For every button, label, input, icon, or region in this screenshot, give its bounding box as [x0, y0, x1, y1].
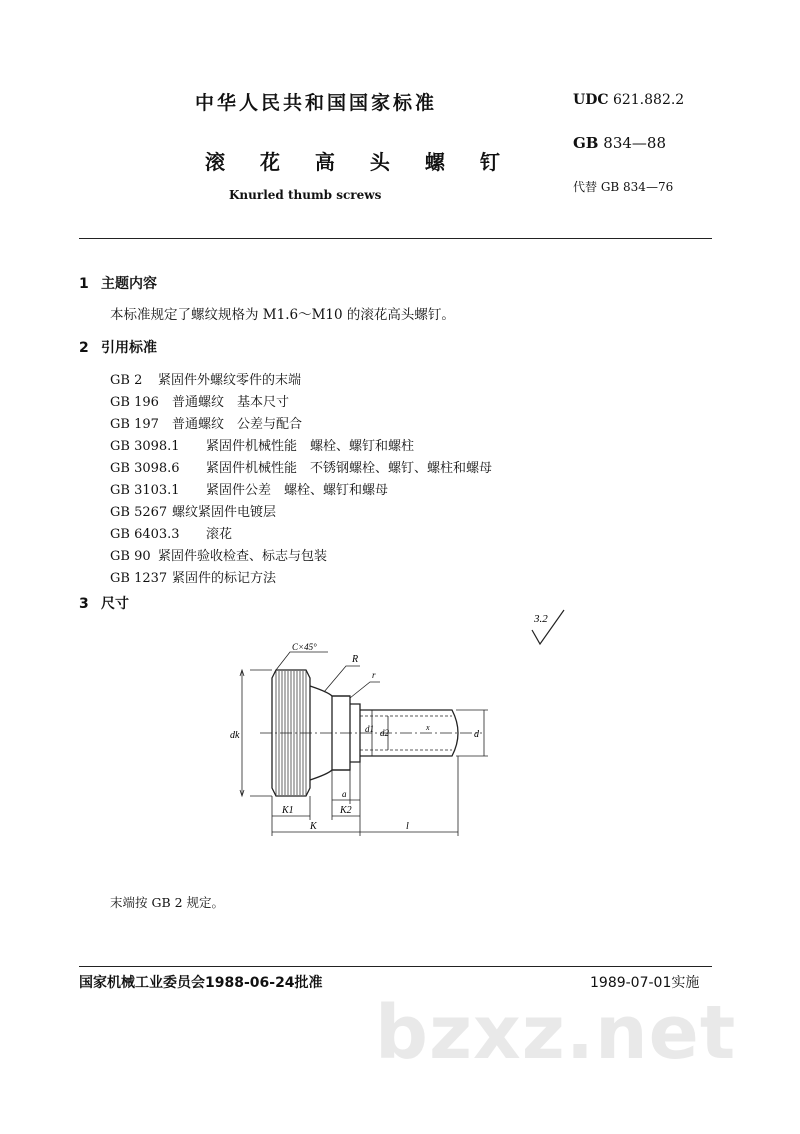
reference-code: GB 90: [110, 549, 151, 564]
footer-divider: [79, 966, 712, 967]
reference-item: [110, 369, 301, 388]
reference-item: [110, 501, 276, 520]
reference-item: [110, 457, 492, 476]
reference-title: 普通螺纹 基本尺寸: [172, 395, 290, 410]
reference-code: GB 3098.1: [110, 439, 180, 454]
roughness-symbol: [530, 608, 570, 652]
section-title: 尺寸: [101, 596, 129, 612]
reference-item: [110, 413, 302, 432]
reference-title: 紧固件机械性能 不锈钢螺栓、螺钉、螺柱和螺母: [206, 461, 493, 476]
a-label: a: [342, 789, 347, 799]
replaces-note: 代替 GB 834—76: [573, 180, 674, 194]
section-number: 3: [79, 596, 89, 612]
reference-item: [110, 479, 388, 498]
udc-value: 621.882.2: [612, 92, 685, 108]
gb-label: GB: [573, 134, 599, 152]
scope-text: 本标准规定了螺纹规格为 M1.6～M10 的滚花高头螺钉。: [110, 307, 455, 323]
neck-lower: [310, 770, 350, 780]
end-note: 末端按 GB 2 规定。: [110, 895, 225, 910]
chamfer-label: C×45°: [292, 642, 317, 652]
reference-title: 螺纹紧固件电镀层: [172, 505, 277, 520]
udc-code: [573, 92, 684, 108]
effective-date: 1989-07-01实施: [590, 975, 700, 991]
gb-number: [573, 134, 666, 152]
reference-title: 普通螺纹 公差与配合: [172, 417, 303, 432]
reference-code: GB 1237: [110, 571, 168, 586]
document-title: 滚 花 高 头 螺 钉: [205, 150, 514, 174]
section-heading: [79, 593, 129, 613]
screw-drawing: [220, 640, 510, 850]
reference-code: GB 196: [110, 395, 159, 410]
reference-item: [110, 545, 327, 564]
section-number: 2: [79, 340, 89, 356]
document-title-en: Knurled thumb screws: [229, 188, 382, 202]
reference-title: 紧固件的标记方法: [172, 571, 277, 586]
header-divider: [79, 238, 712, 239]
neck-upper: [310, 686, 350, 696]
reference-item: [110, 435, 414, 454]
K2-label: K2: [340, 805, 352, 816]
reference-title: 滚花: [206, 527, 233, 542]
K1-label: K1: [282, 805, 294, 816]
d1-label: d1: [365, 724, 374, 734]
d2-label: d2: [380, 728, 389, 738]
reference-title: 紧固件公差 螺栓、螺钉和螺母: [206, 483, 389, 498]
section-heading: [79, 337, 157, 357]
reference-title: 紧固件机械性能 螺栓、螺钉和螺柱: [206, 439, 415, 454]
radius-R-label: R: [352, 654, 359, 665]
dk-label: dk: [230, 730, 240, 741]
standard-org: 中华人民共和国国家标准: [195, 92, 438, 114]
roughness-value: 3.2: [534, 613, 548, 625]
approval-date: 国家机械工业委员会1988-06-24批准: [79, 975, 323, 991]
radius-r-label: r: [372, 670, 376, 680]
K-label: K: [310, 821, 317, 832]
watermark: bzxz.net: [375, 990, 737, 1076]
reference-code: GB 2: [110, 373, 143, 388]
section-heading: [79, 273, 157, 293]
d-label: d: [474, 729, 479, 740]
udc-label: UDC: [573, 92, 609, 108]
reference-item: [110, 567, 276, 586]
reference-item: [110, 391, 289, 410]
reference-code: GB 3098.6: [110, 461, 180, 476]
reference-code: GB 3103.1: [110, 483, 180, 498]
gb-value: 834—88: [603, 134, 666, 152]
x-label: x: [426, 723, 430, 732]
reference-title: 紧固件外螺纹零件的末端: [158, 373, 302, 388]
l-label: l: [406, 821, 409, 832]
reference-code: GB 5267: [110, 505, 168, 520]
reference-code: GB 6403.3: [110, 527, 180, 542]
reference-title: 紧固件验收检查、标志与包装: [158, 549, 328, 564]
roughness-check-icon: [530, 608, 570, 648]
reference-code: GB 197: [110, 417, 159, 432]
reference-item: [110, 523, 232, 542]
section-number: 1: [79, 276, 89, 292]
section-title: 引用标准: [101, 340, 157, 356]
section-title: 主题内容: [101, 276, 157, 292]
